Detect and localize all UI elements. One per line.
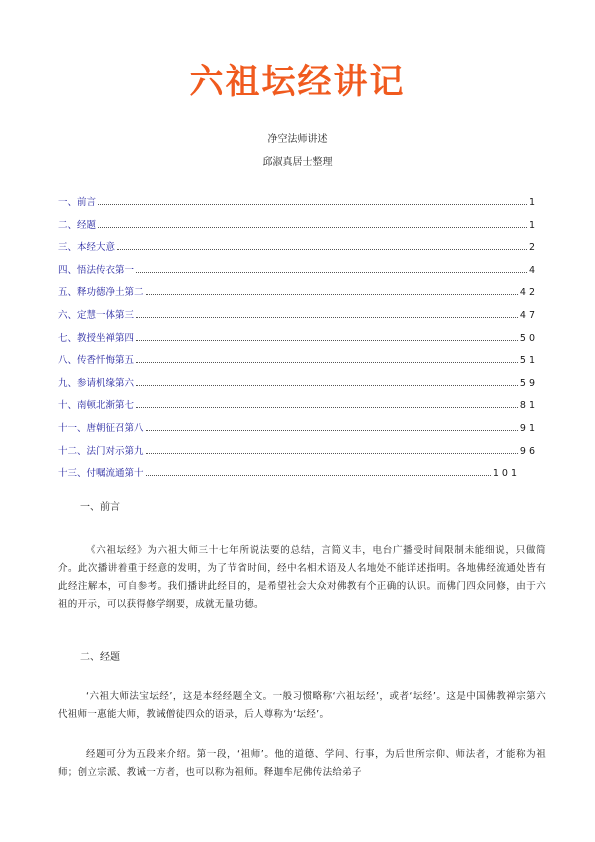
toc-entry-page: 50 (519, 332, 538, 344)
toc-entry[interactable] (58, 220, 538, 243)
sutra-title-paragraph: ‘六祖大师法宝坛经’，这是本经经题全文。一般习惯略称‘六祖坛经’，或者‘坛经’。这是中国佛教禅宗第六代祖师一惠能大师，教诫僧徒四众的语录，后人尊称为‘坛经’。 (58, 691, 546, 720)
toc-entry[interactable] (58, 400, 538, 423)
toc-entry-page: 47 (519, 309, 538, 321)
toc-entry[interactable] (58, 355, 538, 378)
toc-leader-dots (136, 384, 518, 386)
toc-entry-label: 五、释功德净土第二 (58, 287, 144, 299)
section-heading-sutra-title: 二、经题 (80, 652, 120, 663)
toc-entry[interactable] (58, 423, 538, 446)
toc-entry-page: 1 (528, 219, 538, 231)
toc-entry-label: 三、本经大意 (58, 242, 116, 254)
preface-paragraph: 《六祖坛经》为六祖大师三十七年所说法要的总结，言简义丰，电台广播受时间限制未能细说，只做简介。此次播讲着重于经意的发明，为了节省时间，经中名相术语及人名地处不能详述指明。各地佛经流通处皆有此经注解本，可自参考。我们播讲此经目的，是希望社会大众对佛教有个正确的认识。而佛门四众同修，由于六祖的开示，可以获得修学纲要，成就无量功德。 (58, 545, 546, 610)
toc-leader-dots (136, 406, 518, 408)
toc-leader-dots (136, 316, 518, 318)
toc-entry[interactable] (58, 197, 538, 220)
toc-entry-label: 八、传香忏悔第五 (58, 355, 135, 367)
toc-entry-page: 96 (519, 445, 538, 457)
toc-entry-page: 91 (519, 422, 538, 434)
toc-entry[interactable] (58, 378, 538, 401)
toc-entry-page: 81 (519, 400, 538, 412)
toc-entry[interactable] (58, 446, 538, 469)
author-line: 净空法师讲述 (267, 134, 328, 145)
toc-leader-dots (146, 293, 518, 295)
toc-entry-label: 二、经题 (58, 219, 97, 231)
toc-entry-label: 一、前言 (58, 197, 97, 208)
toc-entry-page: 42 (519, 287, 538, 299)
table-of-contents (58, 197, 538, 491)
toc-entry-label: 十、南顿北渐第七 (58, 400, 135, 412)
document-title: 六祖坛经讲记 (189, 62, 406, 102)
toc-entry[interactable] (58, 333, 538, 356)
toc-entry-label: 九、参请机缘第六 (58, 377, 135, 389)
toc-entry[interactable] (58, 242, 538, 265)
toc-leader-dots (117, 248, 527, 250)
toc-entry-page: 51 (519, 355, 538, 367)
toc-leader-dots (98, 226, 527, 228)
toc-leader-dots (146, 429, 518, 431)
toc-entry-label: 四、悟法传衣第一 (58, 264, 135, 276)
toc-leader-dots (136, 271, 527, 273)
toc-entry-page: 101 (492, 468, 520, 480)
toc-entry-label: 十三、付嘱流通第十 (58, 468, 144, 480)
toc-entry[interactable] (58, 310, 538, 333)
toc-entry-label: 七、教授坐禅第四 (58, 332, 135, 344)
toc-entry-label: 十二、法门对示第九 (58, 445, 144, 457)
toc-leader-dots (136, 339, 518, 341)
editor-line: 邱淑真居士整理 (262, 157, 333, 168)
toc-entry-page: 2 (528, 242, 538, 254)
toc-leader-dots (146, 452, 518, 454)
toc-entry-label: 十一、唐朝征召第八 (58, 422, 144, 434)
toc-entry-label: 六、定慧一体第三 (58, 309, 135, 321)
toc-leader-dots (98, 203, 527, 205)
toc-entry-page: 59 (519, 377, 538, 389)
toc-leader-dots (146, 474, 491, 476)
toc-entry[interactable] (58, 287, 538, 310)
sutra-title-paragraph-continued: 经题可分为五段来介绍。第一段，‘祖师’。他的道德、学问、行事，为后世所宗仰、师法者，才能称为祖师；创立宗派、教诫一方者，也可以称为祖师。释迦牟尼佛传法给弟子 (58, 749, 546, 778)
toc-entry-page: 4 (528, 264, 538, 276)
toc-entry-page: 1 (528, 197, 538, 208)
toc-entry[interactable] (58, 468, 520, 491)
section-heading-preface: 一、前言 (80, 502, 120, 513)
toc-entry[interactable] (58, 265, 538, 288)
toc-leader-dots (136, 361, 518, 363)
